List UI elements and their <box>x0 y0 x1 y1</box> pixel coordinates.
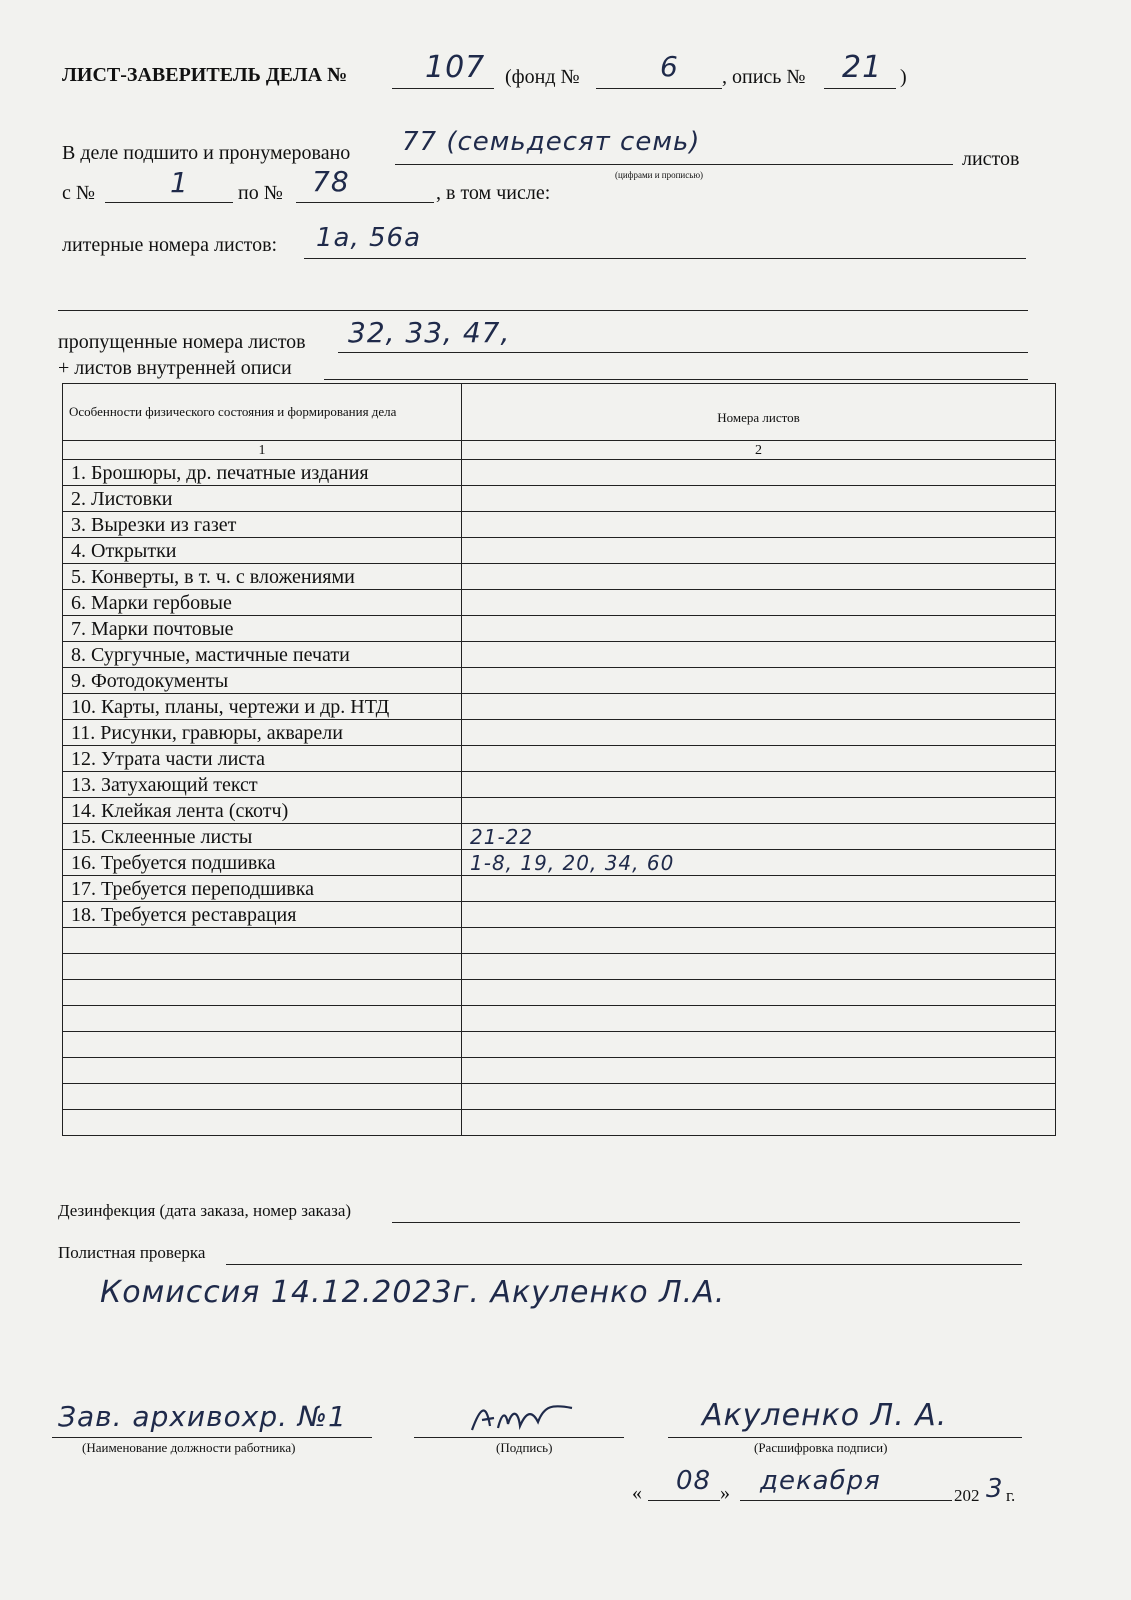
table-row <box>63 564 1056 590</box>
signature-underline <box>414 1437 624 1438</box>
row-label: 7. Марки почтовые <box>63 616 462 642</box>
date-day-underline <box>648 1500 720 1501</box>
row-value <box>462 642 1056 668</box>
table-empty-row <box>63 928 1056 954</box>
missing-label: пропущенные номера листов <box>58 331 306 353</box>
to-label: по № <box>238 182 283 204</box>
row-label: 3. Вырезки из газет <box>63 512 462 538</box>
year-suffix: г. <box>1006 1486 1016 1505</box>
to-underline <box>296 202 434 203</box>
row-value <box>462 798 1056 824</box>
check-label: Полистная проверка <box>58 1243 206 1262</box>
filed-underline <box>395 164 953 165</box>
missing-value: 32, 33, 47, <box>348 316 511 349</box>
filed-suffix: листов <box>962 148 1020 170</box>
table-row <box>63 642 1056 668</box>
table-row <box>63 850 1056 876</box>
row-value <box>462 564 1056 590</box>
literal-underline <box>304 258 1026 259</box>
row-label: 1. Брошюры, др. печатные издания <box>63 460 462 486</box>
from-underline <box>105 202 233 203</box>
table-row <box>63 876 1056 902</box>
table-row <box>63 460 1056 486</box>
row-value <box>462 746 1056 772</box>
date-month-underline <box>740 1500 952 1501</box>
check-underline <box>226 1264 1022 1265</box>
row-value <box>462 694 1056 720</box>
table-number-row <box>63 441 1056 460</box>
opis-underline <box>824 88 896 89</box>
table-empty-row <box>63 954 1056 980</box>
literal-value: 1а, 56а <box>316 223 422 253</box>
row-value <box>462 512 1056 538</box>
row-value <box>462 486 1056 512</box>
case-number: 107 <box>425 50 486 85</box>
inner-inventory-label: + листов внутренней описи <box>58 357 292 379</box>
row-value <box>462 460 1056 486</box>
table-row <box>63 824 1056 850</box>
row-value <box>462 720 1056 746</box>
year-prefix: 202 <box>954 1486 980 1505</box>
row-value <box>462 616 1056 642</box>
opis-label: , опись № <box>722 66 806 88</box>
table-empty-row <box>63 1110 1056 1136</box>
table-empty-row <box>63 980 1056 1006</box>
signature-mark <box>468 1398 578 1438</box>
table-row <box>63 798 1056 824</box>
to-value: 78 <box>312 165 350 198</box>
position-underline <box>52 1437 372 1438</box>
date-day: 08 <box>676 1466 712 1496</box>
row-label: 6. Марки гербовые <box>63 590 462 616</box>
filed-caption: (цифрами и прописью) <box>615 170 704 180</box>
signature-caption: (Подпись) <box>496 1440 553 1455</box>
row-label: 10. Карты, планы, чертежи и др. НТД <box>63 694 462 720</box>
row-label: 11. Рисунки, гравюры, акварели <box>63 720 462 746</box>
row-label: 17. Требуется переподшивка <box>63 876 462 902</box>
header-closing: ) <box>900 66 907 88</box>
table-empty-row <box>63 1084 1056 1110</box>
col1-header: Особенности физического состояния и формирования дела <box>63 384 462 441</box>
table-row <box>63 746 1056 772</box>
table-row <box>63 668 1056 694</box>
including-label: , в том числе: <box>436 182 551 204</box>
fond-label: (фонд № <box>505 66 580 88</box>
row-label: 18. Требуется реставрация <box>63 902 462 928</box>
table-empty-row <box>63 1058 1056 1084</box>
position-value: Зав. архивохр. №1 <box>58 1400 347 1433</box>
missing-underline <box>338 352 1028 353</box>
row-label: 13. Затухающий текст <box>63 772 462 798</box>
table-row <box>63 486 1056 512</box>
date-open-quote: « <box>632 1482 642 1504</box>
table-row <box>63 720 1056 746</box>
row-value <box>462 902 1056 928</box>
table-header-row <box>63 384 1056 441</box>
row-label: 5. Конверты, в т. ч. с вложениями <box>63 564 462 590</box>
row-value <box>462 590 1056 616</box>
fond-underline <box>596 88 722 89</box>
table-row <box>63 538 1056 564</box>
table-row <box>63 590 1056 616</box>
row-value <box>462 876 1056 902</box>
condition-table <box>62 383 1056 1136</box>
table-row <box>63 772 1056 798</box>
case-no-underline <box>392 88 494 89</box>
row-value <box>462 538 1056 564</box>
row-value: 21-22 <box>462 824 1056 850</box>
table-row <box>63 902 1056 928</box>
disinfection-label: Дезинфекция (дата заказа, номер заказа) <box>58 1201 352 1220</box>
row-label: 16. Требуется подшивка <box>63 850 462 876</box>
table-row <box>63 694 1056 720</box>
blank-line <box>58 310 1028 311</box>
row-label: 8. Сургучные, мастичные печати <box>63 642 462 668</box>
check-value: Комиссия 14.12.2023г. Акуленко Л.А. <box>100 1275 726 1310</box>
form-title: ЛИСТ-ЗАВЕРИТЕЛЬ ДЕЛА № <box>62 64 348 86</box>
filed-label: В деле подшито и пронумеровано <box>62 142 351 164</box>
from-label: с № <box>62 182 95 204</box>
name-underline <box>668 1437 1022 1438</box>
opis-number: 21 <box>842 50 883 85</box>
table-row <box>63 512 1056 538</box>
disinfection-underline <box>392 1222 1020 1223</box>
literal-label: литерные номера листов: <box>62 234 278 256</box>
col1-number: 1 <box>63 441 462 460</box>
table-row <box>63 616 1056 642</box>
row-label: 14. Клейкая лента (скотч) <box>63 798 462 824</box>
name-value: Акуленко Л. А. <box>702 1398 948 1433</box>
row-label: 12. Утрата части листа <box>63 746 462 772</box>
row-label: 4. Открытки <box>63 538 462 564</box>
date-close-quote: » <box>720 1482 730 1504</box>
col2-number: 2 <box>462 441 1056 460</box>
name-caption: (Расшифровка подписи) <box>754 1440 888 1455</box>
filed-value: 77 (семьдесят семь) <box>402 127 701 157</box>
position-caption: (Наименование должности работника) <box>82 1440 296 1455</box>
fond-number: 6 <box>660 50 679 83</box>
row-value <box>462 668 1056 694</box>
table-empty-row <box>63 1006 1056 1032</box>
table-empty-row <box>63 1032 1056 1058</box>
row-value <box>462 772 1056 798</box>
row-label: 2. Листовки <box>63 486 462 512</box>
date-month: декабря <box>760 1466 881 1496</box>
inner-inventory-underline <box>324 379 1028 380</box>
row-value: 1-8, 19, 20, 34, 60 <box>462 850 1056 876</box>
from-value: 1 <box>170 166 189 199</box>
year-digit: 3 <box>986 1474 1004 1504</box>
row-label: 15. Склеенные листы <box>63 824 462 850</box>
row-label: 9. Фотодокументы <box>63 668 462 694</box>
col2-header: Номера листов <box>462 384 1056 441</box>
